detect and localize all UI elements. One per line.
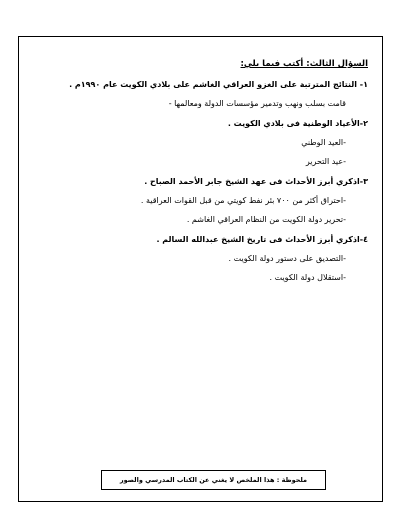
question-3: ٣-اذكري أبرز الأحداث فى عهد الشيخ جابر الأحمد الصباح . (144, 177, 368, 186)
answer-1-1: قامت بسلب ونهب وتدمير مؤسسات الدولة ومعالمها - (168, 99, 346, 108)
answer-4-1: -التصديق على دستور دولة الكويت . (228, 254, 346, 263)
answer-3-2: -تحرير دولة الكويت من النظام العراقي الغاشم . (186, 215, 346, 224)
question-2: ٢-الأعياد الوطنية فى بلادي الكويت . (227, 119, 368, 128)
note-box (101, 470, 326, 490)
question-4: ٤-اذكري أبرز الأحداث فى تاريخ الشيخ عبدالله السالم . (156, 235, 368, 244)
question-1: ١- النتائج المترتبة على الغزو العراقي الغاشم على بلادي الكويت عام ١٩٩٠م . (69, 80, 368, 89)
section-title: السؤال الثالث: أكتب فيما يلي: (240, 59, 368, 69)
answer-2-2: -عيد التحرير (305, 157, 346, 166)
answer-4-2: -استقلال دولة الكويت . (269, 273, 346, 282)
question-content (28, 58, 368, 284)
answer-2-1: -العيد الوطني (301, 138, 346, 147)
answer-3-1: -احتراق أكثر من ٧٠٠ بئر نفط كويتي من قبل القوات العراقية . (140, 196, 346, 205)
note-text: ملحوظة : هذا الملخص لا يغني عن الكتاب المدرسي والصور (119, 476, 308, 484)
